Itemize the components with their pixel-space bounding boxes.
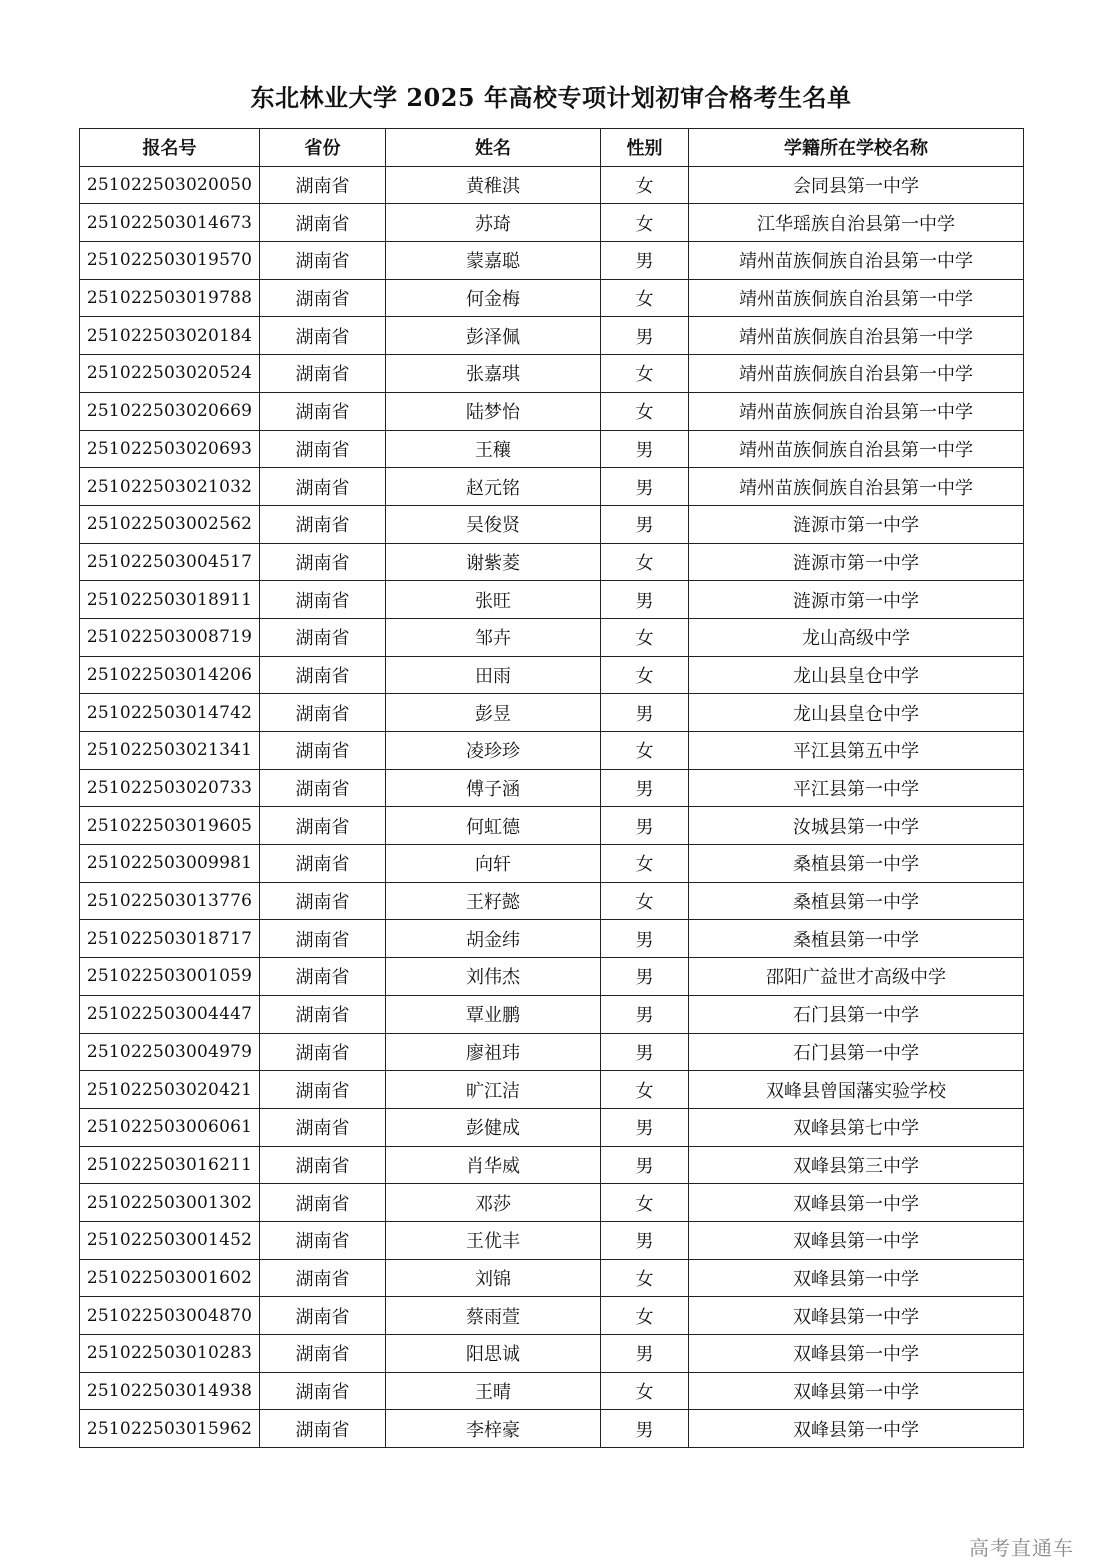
registration-number-cell: 251022503001302 [80, 1184, 260, 1222]
registration-number-cell: 251022503019570 [80, 242, 260, 280]
school-cell: 桑植县第一中学 [689, 845, 1024, 883]
registration-number-cell: 251022503013776 [80, 882, 260, 920]
header-registration-number: 报名号 [80, 129, 260, 167]
name-cell: 刘锦 [386, 1259, 601, 1297]
province-cell: 湖南省 [260, 1033, 386, 1071]
registration-number-cell: 251022503014206 [80, 656, 260, 694]
registration-number-cell: 251022503018911 [80, 581, 260, 619]
table-row [80, 845, 1024, 883]
school-cell: 双峰县第一中学 [689, 1221, 1024, 1259]
province-cell: 湖南省 [260, 392, 386, 430]
table-row [80, 1297, 1024, 1335]
table-row [80, 920, 1024, 958]
header-school: 学籍所在学校名称 [689, 129, 1024, 167]
name-cell: 凌珍珍 [386, 732, 601, 770]
province-cell: 湖南省 [260, 1259, 386, 1297]
province-cell: 湖南省 [260, 995, 386, 1033]
registration-number-cell: 251022503001602 [80, 1259, 260, 1297]
gender-cell: 男 [601, 317, 689, 355]
registration-number-cell: 251022503020421 [80, 1071, 260, 1109]
table-row [80, 958, 1024, 996]
registration-number-cell: 251022503020693 [80, 430, 260, 468]
registration-number-cell: 251022503001452 [80, 1221, 260, 1259]
gender-cell: 男 [601, 694, 689, 732]
name-cell: 邓莎 [386, 1184, 601, 1222]
name-cell: 蒙嘉聪 [386, 242, 601, 280]
header-province: 省份 [260, 129, 386, 167]
table-body [80, 166, 1024, 1447]
province-cell: 湖南省 [260, 279, 386, 317]
name-cell: 谢紫菱 [386, 543, 601, 581]
province-cell: 湖南省 [260, 430, 386, 468]
gender-cell: 女 [601, 882, 689, 920]
name-cell: 蔡雨萱 [386, 1297, 601, 1335]
province-cell: 湖南省 [260, 242, 386, 280]
school-cell: 双峰县曾国藩实验学校 [689, 1071, 1024, 1109]
registration-number-cell: 251022503001059 [80, 958, 260, 996]
name-cell: 李梓豪 [386, 1410, 601, 1448]
name-cell: 王籽懿 [386, 882, 601, 920]
table-row [80, 355, 1024, 393]
table-row [80, 166, 1024, 204]
gender-cell: 女 [601, 355, 689, 393]
school-cell: 双峰县第一中学 [689, 1372, 1024, 1410]
name-cell: 刘伟杰 [386, 958, 601, 996]
name-cell: 邹卉 [386, 618, 601, 656]
name-cell: 赵元铭 [386, 468, 601, 506]
table-row [80, 430, 1024, 468]
province-cell: 湖南省 [260, 1297, 386, 1335]
table-row [80, 1184, 1024, 1222]
name-cell: 覃业鹏 [386, 995, 601, 1033]
province-cell: 湖南省 [260, 882, 386, 920]
province-cell: 湖南省 [260, 505, 386, 543]
registration-number-cell: 251022503004517 [80, 543, 260, 581]
school-cell: 靖州苗族侗族自治县第一中学 [689, 242, 1024, 280]
school-cell: 双峰县第一中学 [689, 1184, 1024, 1222]
gender-cell: 女 [601, 392, 689, 430]
gender-cell: 女 [601, 1259, 689, 1297]
gender-cell: 男 [601, 769, 689, 807]
gender-cell: 女 [601, 656, 689, 694]
school-cell: 石门县第一中学 [689, 1033, 1024, 1071]
name-cell: 王优丰 [386, 1221, 601, 1259]
gender-cell: 女 [601, 845, 689, 883]
name-cell: 张旺 [386, 581, 601, 619]
watermark-text: 高考直通车 [969, 1536, 1074, 1560]
table-row [80, 505, 1024, 543]
gender-cell: 男 [601, 958, 689, 996]
table-row [80, 1071, 1024, 1109]
registration-number-cell: 251022503020524 [80, 355, 260, 393]
province-cell: 湖南省 [260, 581, 386, 619]
school-cell: 汝城县第一中学 [689, 807, 1024, 845]
province-cell: 湖南省 [260, 920, 386, 958]
table-header-row [80, 129, 1024, 167]
table-row [80, 204, 1024, 242]
table-row [80, 1335, 1024, 1373]
school-cell: 石门县第一中学 [689, 995, 1024, 1033]
province-cell: 湖南省 [260, 1146, 386, 1184]
registration-number-cell: 251022503014938 [80, 1372, 260, 1410]
province-cell: 湖南省 [260, 845, 386, 883]
table-row [80, 279, 1024, 317]
name-cell: 胡金纬 [386, 920, 601, 958]
province-cell: 湖南省 [260, 355, 386, 393]
name-cell: 张嘉琪 [386, 355, 601, 393]
name-cell: 旷江洁 [386, 1071, 601, 1109]
school-cell: 平江县第五中学 [689, 732, 1024, 770]
gender-cell: 男 [601, 242, 689, 280]
school-cell: 涟源市第一中学 [689, 581, 1024, 619]
gender-cell: 女 [601, 1184, 689, 1222]
name-cell: 王晴 [386, 1372, 601, 1410]
province-cell: 湖南省 [260, 1372, 386, 1410]
gender-cell: 女 [601, 279, 689, 317]
name-cell: 王穰 [386, 430, 601, 468]
table-row [80, 1410, 1024, 1448]
gender-cell: 男 [601, 1146, 689, 1184]
gender-cell: 男 [601, 468, 689, 506]
gender-cell: 女 [601, 1071, 689, 1109]
name-cell: 彭昱 [386, 694, 601, 732]
table-row [80, 468, 1024, 506]
name-cell: 阳思诚 [386, 1335, 601, 1373]
gender-cell: 女 [601, 618, 689, 656]
province-cell: 湖南省 [260, 1335, 386, 1373]
table-row [80, 1221, 1024, 1259]
registration-number-cell: 251022503006061 [80, 1108, 260, 1146]
gender-cell: 男 [601, 505, 689, 543]
registration-number-cell: 251022503018717 [80, 920, 260, 958]
registration-number-cell: 251022503010283 [80, 1335, 260, 1373]
gender-cell: 女 [601, 1372, 689, 1410]
school-cell: 桑植县第一中学 [689, 920, 1024, 958]
gender-cell: 男 [601, 581, 689, 619]
school-cell: 龙山县皇仓中学 [689, 656, 1024, 694]
table-row [80, 392, 1024, 430]
header-gender: 性别 [601, 129, 689, 167]
registration-number-cell: 251022503004870 [80, 1297, 260, 1335]
school-cell: 邵阳广益世才高级中学 [689, 958, 1024, 996]
registration-number-cell: 251022503014673 [80, 204, 260, 242]
registration-number-cell: 251022503019788 [80, 279, 260, 317]
name-cell: 肖华威 [386, 1146, 601, 1184]
gender-cell: 女 [601, 732, 689, 770]
school-cell: 靖州苗族侗族自治县第一中学 [689, 279, 1024, 317]
gender-cell: 男 [601, 1221, 689, 1259]
gender-cell: 女 [601, 543, 689, 581]
gender-cell: 女 [601, 1297, 689, 1335]
gender-cell: 男 [601, 807, 689, 845]
name-cell: 何金梅 [386, 279, 601, 317]
table-row [80, 1033, 1024, 1071]
table-row [80, 769, 1024, 807]
registration-number-cell: 251022503020184 [80, 317, 260, 355]
registration-number-cell: 251022503002562 [80, 505, 260, 543]
name-cell: 何虹德 [386, 807, 601, 845]
school-cell: 靖州苗族侗族自治县第一中学 [689, 317, 1024, 355]
gender-cell: 男 [601, 995, 689, 1033]
name-cell: 彭泽佩 [386, 317, 601, 355]
document-title: 东北林业大学 2025 年高校专项计划初审合格考生名单 [250, 83, 852, 112]
table-row [80, 995, 1024, 1033]
gender-cell: 女 [601, 204, 689, 242]
gender-cell: 女 [601, 166, 689, 204]
school-cell: 双峰县第七中学 [689, 1108, 1024, 1146]
gender-cell: 男 [601, 1108, 689, 1146]
table-row [80, 807, 1024, 845]
gender-cell: 男 [601, 1410, 689, 1448]
table-row [80, 543, 1024, 581]
school-cell: 靖州苗族侗族自治县第一中学 [689, 355, 1024, 393]
province-cell: 湖南省 [260, 317, 386, 355]
table-row [80, 618, 1024, 656]
name-cell: 田雨 [386, 656, 601, 694]
gender-cell: 男 [601, 430, 689, 468]
province-cell: 湖南省 [260, 468, 386, 506]
school-cell: 靖州苗族侗族自治县第一中学 [689, 392, 1024, 430]
table-row [80, 317, 1024, 355]
registration-number-cell: 251022503009981 [80, 845, 260, 883]
province-cell: 湖南省 [260, 656, 386, 694]
table-row [80, 242, 1024, 280]
school-cell: 涟源市第一中学 [689, 543, 1024, 581]
province-cell: 湖南省 [260, 1071, 386, 1109]
gender-cell: 男 [601, 1033, 689, 1071]
table-row [80, 1259, 1024, 1297]
province-cell: 湖南省 [260, 543, 386, 581]
province-cell: 湖南省 [260, 204, 386, 242]
table-row [80, 732, 1024, 770]
name-cell: 陆梦怡 [386, 392, 601, 430]
province-cell: 湖南省 [260, 618, 386, 656]
name-cell: 黄稚淇 [386, 166, 601, 204]
name-cell: 傅子涵 [386, 769, 601, 807]
gender-cell: 男 [601, 920, 689, 958]
school-cell: 会同县第一中学 [689, 166, 1024, 204]
registration-number-cell: 251022503019605 [80, 807, 260, 845]
registration-number-cell: 251022503020733 [80, 769, 260, 807]
registration-number-cell: 251022503004979 [80, 1033, 260, 1071]
registration-number-cell: 251022503015962 [80, 1410, 260, 1448]
table-row [80, 581, 1024, 619]
school-cell: 靖州苗族侗族自治县第一中学 [689, 430, 1024, 468]
province-cell: 湖南省 [260, 1184, 386, 1222]
registration-number-cell: 251022503020050 [80, 166, 260, 204]
registration-number-cell: 251022503020669 [80, 392, 260, 430]
registration-number-cell: 251022503016211 [80, 1146, 260, 1184]
registration-number-cell: 251022503021032 [80, 468, 260, 506]
table-row [80, 694, 1024, 732]
name-cell: 吴俊贤 [386, 505, 601, 543]
school-cell: 江华瑶族自治县第一中学 [689, 204, 1024, 242]
school-cell: 桑植县第一中学 [689, 882, 1024, 920]
school-cell: 双峰县第三中学 [689, 1146, 1024, 1184]
header-name: 姓名 [386, 129, 601, 167]
school-cell: 双峰县第一中学 [689, 1297, 1024, 1335]
school-cell: 双峰县第一中学 [689, 1335, 1024, 1373]
province-cell: 湖南省 [260, 732, 386, 770]
school-cell: 涟源市第一中学 [689, 505, 1024, 543]
table-row [80, 656, 1024, 694]
province-cell: 湖南省 [260, 1221, 386, 1259]
province-cell: 湖南省 [260, 807, 386, 845]
school-cell: 龙山高级中学 [689, 618, 1024, 656]
province-cell: 湖南省 [260, 1410, 386, 1448]
name-cell: 彭健成 [386, 1108, 601, 1146]
province-cell: 湖南省 [260, 694, 386, 732]
table-row [80, 1108, 1024, 1146]
school-cell: 靖州苗族侗族自治县第一中学 [689, 468, 1024, 506]
province-cell: 湖南省 [260, 958, 386, 996]
registration-number-cell: 251022503014742 [80, 694, 260, 732]
table-row [80, 1146, 1024, 1184]
school-cell: 双峰县第一中学 [689, 1259, 1024, 1297]
province-cell: 湖南省 [260, 1108, 386, 1146]
candidate-table [79, 128, 1024, 1448]
school-cell: 龙山县皇仓中学 [689, 694, 1024, 732]
registration-number-cell: 251022503021341 [80, 732, 260, 770]
province-cell: 湖南省 [260, 769, 386, 807]
gender-cell: 男 [601, 1335, 689, 1373]
table-row [80, 1372, 1024, 1410]
registration-number-cell: 251022503008719 [80, 618, 260, 656]
registration-number-cell: 251022503004447 [80, 995, 260, 1033]
name-cell: 廖祖玮 [386, 1033, 601, 1071]
school-cell: 双峰县第一中学 [689, 1410, 1024, 1448]
name-cell: 向轩 [386, 845, 601, 883]
province-cell: 湖南省 [260, 166, 386, 204]
school-cell: 平江县第一中学 [689, 769, 1024, 807]
table-row [80, 882, 1024, 920]
name-cell: 苏琦 [386, 204, 601, 242]
